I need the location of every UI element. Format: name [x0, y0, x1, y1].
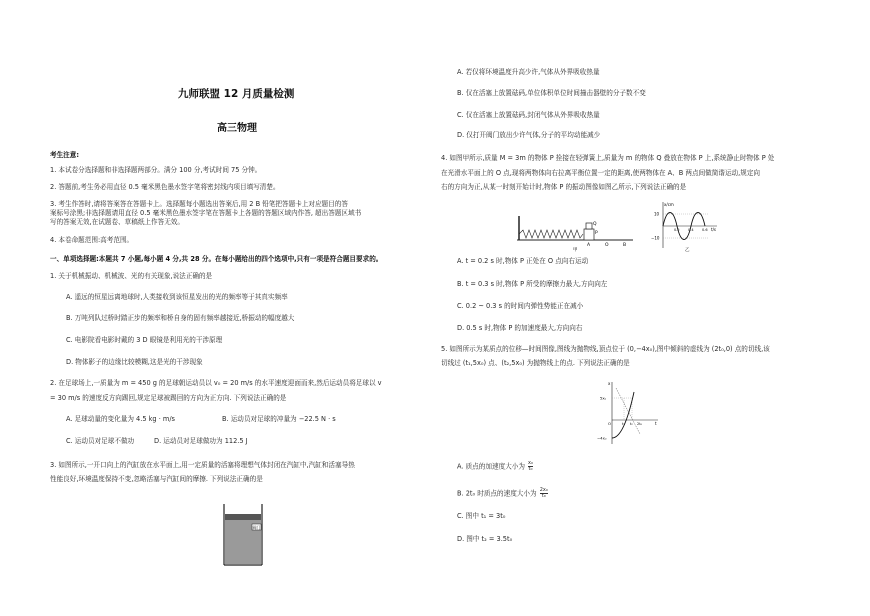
- q4-option-d: D. 0.5 s 时,物体 P 的加速度最大,方向向右: [457, 324, 583, 332]
- q5-option-c: C. 图中 t₁ = 3t₀: [457, 512, 506, 520]
- q3-cylinder-figure: [222, 504, 266, 566]
- q4-oscillation-graph: [651, 200, 721, 252]
- label-q: Q: [593, 222, 597, 227]
- q3-option-a: A. 若仅将环境温度升高少许,气体从外界吸收热量: [457, 68, 600, 76]
- label-b: B: [623, 243, 627, 248]
- numerator: 2x₀: [539, 487, 548, 493]
- x-tick: 0.4: [688, 228, 694, 232]
- q1-option-a: A. 遥远的恒星远离地球时,人类接收到该恒星发出的光的频率等于其真实频率: [66, 293, 288, 301]
- q3-option-b: B. 仅在活塞上放置砝码,单位体积单位时间撞击器壁的分子数不变: [457, 89, 646, 97]
- q2-stem-cont: = 30 m/s 的速度反方向踢回,规定足球被踢回的方向为正方向. 下列说法正确的是: [50, 394, 287, 402]
- label-o: O: [605, 243, 609, 248]
- block-q: [586, 223, 592, 229]
- q4-stem: 4. 如图甲所示,质量 M = 3m 的物体 P 拴接在轻弹簧上,质量为 m 的物体 Q 叠放在物体 P 上,系统静止时物体 P 处: [441, 154, 775, 162]
- q1-option-c: C. 电影院看电影时戴的 3 D 眼镜是利用光的干涉原理: [66, 336, 223, 344]
- q1-option-d: D. 物体影子的边缘比较模糊,这是光的干涉现象: [66, 358, 203, 366]
- denominator: t₀: [541, 493, 546, 499]
- q3-option-d: D. 仅打开阀门放出少许气体,分子的平均动能减少: [457, 131, 601, 139]
- q5-option-a-text: A. 质点的加速度大小为: [457, 462, 525, 471]
- exam-title: 九师联盟 12 月质量检测: [178, 88, 295, 100]
- exam-subject: 高三物理: [217, 123, 257, 134]
- note-item: 3. 考生作答时,请将答案答在答题卡上。选择题每小题选出答案后,用 2 B 铅笔把答题卡上对应题目的答: [50, 200, 348, 208]
- q3-stem: 3. 如图所示,一开口向上的汽缸放在水平面上,用一定质量的活塞将理想气体封闭在汽缸中,汽缸和活塞导热: [50, 461, 355, 469]
- x-tick: 0.6: [702, 228, 708, 232]
- q5-option-b-text: B. 2t₀ 时质点的速度大小为: [457, 489, 537, 498]
- tangent-line: [616, 388, 640, 434]
- label-5x0: 5x₀: [600, 395, 607, 401]
- note-item: 写的答案无效,在试题卷、草稿纸上作答无效。: [50, 218, 184, 226]
- q2-option-a: A. 足球动量的变化量为 4.5 kg · m/s: [66, 415, 175, 423]
- label-t1: t₁: [622, 422, 625, 426]
- valve-label: 阀门: [252, 525, 261, 530]
- x-tick: 0.2: [674, 228, 680, 232]
- spring: [519, 230, 583, 238]
- y-tick-top: 10: [654, 211, 660, 217]
- label-2t0: 2t₀: [637, 422, 643, 426]
- q5-option-a: [457, 461, 533, 472]
- note-item: 案标号涂黑;非选择题请用直径 0.5 毫米黑色墨水签字笔在答题卡上各题的答题区域内作答, 超出答题区域书: [50, 209, 362, 217]
- q1-stem: 1. 关于机械振动、机械波、光的有关现象,说法正确的是: [50, 272, 213, 280]
- q3-option-c: C. 仅在活塞上放置砝码,封闭气体从外界吸收热量: [457, 111, 600, 119]
- block-p: [584, 229, 594, 240]
- denominator: t₀: [528, 466, 533, 472]
- axis-x-label: x: [608, 381, 611, 386]
- cylinder-gas: [225, 516, 261, 564]
- section-heading: 一、单项选择题:本题共 7 小题,每小题 4 分,共 28 分。在每小题给出的四个选项中,只有一项是符合题目要求的。: [50, 255, 383, 263]
- q5-parabola-graph: [594, 380, 660, 446]
- q5-option-b: [457, 488, 548, 499]
- label-jia: 甲: [573, 248, 578, 253]
- q5-option-d: D. 图中 t₂ = 3.5t₀: [457, 535, 513, 543]
- numerator: x₀: [528, 460, 534, 466]
- q1-option-b: B. 万吨列队过桥时踏正步的频率和桥自身的固有频率越接近,桥振动的幅度越大: [66, 314, 295, 322]
- q3-stem-cont: 性能良好,环境温度保持不变,忽略活塞与汽缸间的摩擦. 下列说法正确的是: [50, 475, 263, 483]
- label-neg4x0: −4x₀: [597, 435, 607, 441]
- y-tick-bottom: −10: [651, 235, 660, 241]
- q5-stem-cont: 切线过 (t₁,5x₀) 点、(t₂,5x₀) 为抛物线上的点. 下列说法正确的是: [441, 359, 630, 367]
- q2-option-b: B. 运动员对足球的冲量为 −22.5 N · s: [222, 415, 336, 423]
- q2-option-d: D. 运动员对足球做功为 112.5 J: [154, 437, 248, 445]
- label-t2: t₂: [630, 422, 633, 426]
- q4-stem-cont: 右的方向为正,从某一时刻开始计时,物体 P 的振动图像如图乙所示,下列说法正确的是: [441, 183, 687, 191]
- q4-option-b: B. t = 0.3 s 时,物体 P 所受的摩擦力最大,方向向左: [457, 280, 608, 288]
- label-p: P: [595, 231, 598, 236]
- fraction: [528, 461, 533, 472]
- q2-option-c: C. 运动员对足球不做功: [66, 437, 135, 445]
- axis-y-label: x/cm: [664, 202, 674, 207]
- q4-spring-figure: [517, 212, 635, 253]
- parabola-curve: [612, 392, 634, 438]
- q4-option-c: C. 0.2 ~ 0.3 s 的时间内弹性势能正在减小: [457, 302, 584, 310]
- label-a: A: [587, 243, 591, 248]
- note-item: 4. 本卷命题范围:高考范围。: [50, 236, 134, 244]
- q5-stem: 5. 如图所示为某质点的位移—时间图像,图线为抛物线,顶点位于 (0,−4x₀),图中倾斜的虚线为 (2t₀,0) 点的切线,该: [441, 345, 770, 353]
- label-origin: O: [608, 421, 611, 426]
- piston: [225, 514, 261, 520]
- q2-stem: 2. 在足球场上,一质量为 m = 450 g 的足球朝运动员以 v₀ = 20 m/s 的水平速度迎面而来,然后运动员将足球以 v: [50, 379, 382, 387]
- note-item: 2. 答题前,考生务必用直径 0.5 毫米黑色墨水签字笔将密封线内项目填写清楚。: [50, 183, 280, 191]
- label-yi: 乙: [685, 248, 690, 253]
- q4-stem-cont: 在光滑水平面上的 O 点,现将两物体向右拉离平衡位置一定的距离,使两物体在 A、B 两点间做简谐运动,规定向: [441, 169, 761, 177]
- fraction: [540, 488, 548, 499]
- notes-heading: 考生注意:: [50, 151, 80, 159]
- note-item: 1. 本试卷分选择题和非选择题两部分。满分 100 分,考试时间 75 分钟。: [50, 166, 262, 174]
- axis-t-label: t/s: [711, 227, 716, 232]
- axis-t-label: t: [655, 421, 657, 426]
- q4-option-a: A. t = 0.2 s 时,物体 P 正处在 O 点向右运动: [457, 257, 589, 265]
